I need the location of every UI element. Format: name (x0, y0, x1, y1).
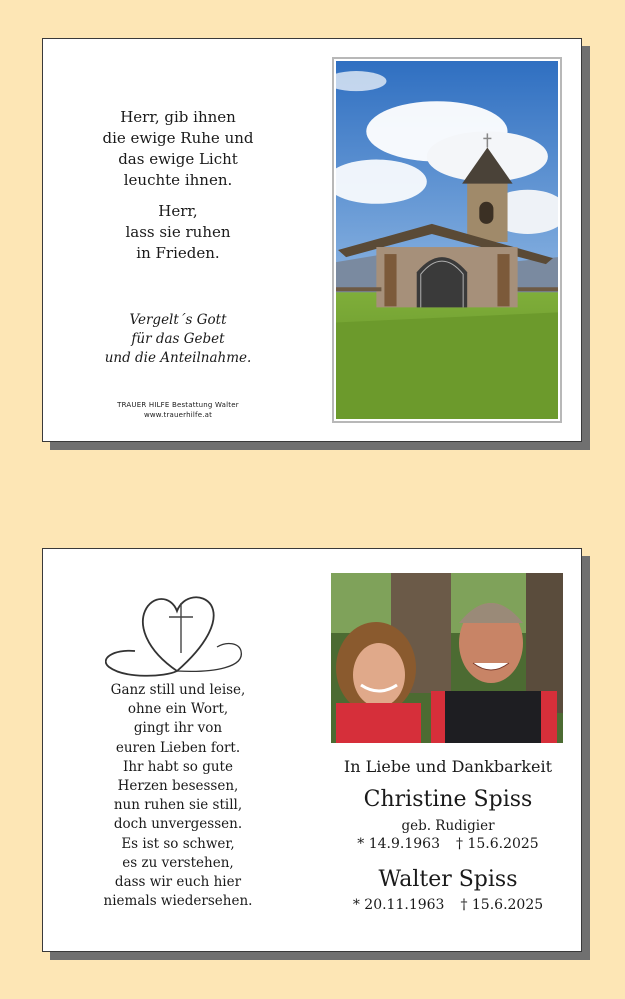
prayer-line: leuchte ihnen. (123, 171, 233, 189)
prayer-line: lass sie ruhen (125, 223, 231, 241)
funeral-home-name: TRAUER HILFE Bestattung Walter (117, 401, 239, 409)
couple-photo (331, 573, 563, 743)
person2-died: † 15.6.2025 (460, 897, 544, 913)
dedication: In Liebe und Dankbarkeit (343, 757, 553, 776)
poem-line: Ganz still und leise, (110, 682, 246, 698)
prayer-line: Herr, (158, 202, 198, 220)
thanks-line: Vergelt´s Gott (129, 312, 227, 328)
person1-maiden-name: geb. Rudigier (401, 818, 495, 834)
poem-line: nun ruhen sie still, (113, 797, 243, 814)
thanks-line: und die Anteilnahme. (104, 350, 252, 366)
poem-line: es zu verstehen, (122, 854, 234, 871)
prayer-line: in Frieden. (136, 244, 220, 262)
person1-name: Christine Spiss (363, 787, 533, 812)
poem-line: dass wir euch hier (114, 874, 242, 891)
person1-born: * 14.9.1963 (357, 836, 440, 852)
prayer-line: Herr, gib ihnen (120, 108, 236, 126)
card-front (42, 38, 582, 442)
poem-line: Es ist so schwer, (121, 835, 235, 852)
poem-line: doch unvergessen. (113, 816, 243, 833)
poem-line: ohne ein Wort, (127, 701, 229, 718)
prayer-line: das ewige Licht (118, 150, 238, 168)
person1-died: † 15.6.2025 (456, 836, 539, 852)
funeral-home-url: www.trauerhilfe.at (143, 411, 213, 419)
poem-line: Herzen besessen, (117, 778, 239, 795)
funeral-home-credit (63, 400, 293, 420)
person2-name: Walter Spiss (378, 867, 518, 892)
person2-dates (323, 897, 573, 913)
prayer-text (63, 107, 293, 264)
poem-text (63, 681, 293, 911)
chapel-illustration (336, 61, 558, 419)
heart-cross-icon (105, 587, 245, 679)
person2-born: * 20.11.1963 (352, 897, 445, 913)
card-back (42, 548, 582, 952)
person1-dates (323, 836, 573, 852)
thanks-text (63, 311, 293, 368)
poem-line: Ihr habt so gute (123, 758, 233, 775)
thanks-line: für das Gebet (131, 331, 225, 347)
poem-line: gingt ihr von (133, 720, 223, 737)
poem-line: euren Lieben fort. (115, 739, 241, 756)
prayer-line: die ewige Ruhe und (102, 129, 254, 147)
poem-line: niemals wiedersehen. (103, 893, 253, 910)
chapel-photo (332, 57, 562, 423)
couple-illustration (331, 573, 563, 743)
